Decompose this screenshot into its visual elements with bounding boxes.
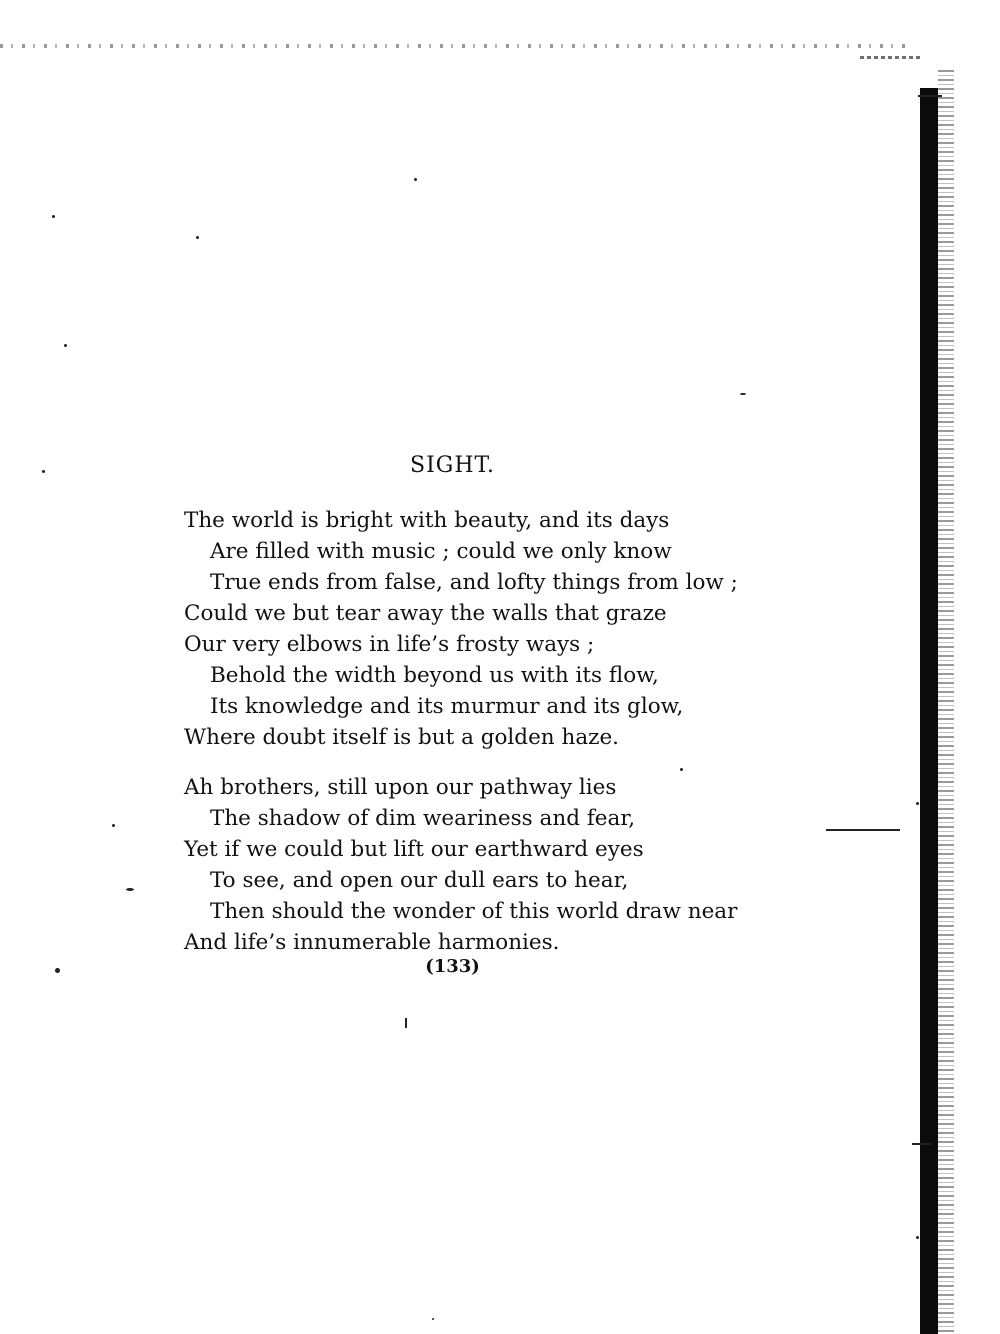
poem-line: Behold the width beyond us with its flow, [210,663,659,688]
scan-speck [740,393,746,395]
scan-speck [126,888,134,891]
poem-line: The shadow of dim weariness and fear, [210,806,636,831]
poem-line: And life’s innumerable harmonies. [184,930,560,955]
poem-line: Our very elbows in life’s frosty ways ; [184,632,595,657]
binding-edge-mark [918,95,942,97]
poem-title: SIGHT. [410,453,495,478]
binding-edge [920,88,938,1334]
scan-speck [916,1236,919,1239]
scan-speck [196,236,199,239]
margin-rule [912,1143,932,1145]
poem-line: To see, and open our dull ears to hear, [210,868,629,893]
scan-speck [52,215,55,218]
scan-speck [112,824,115,827]
poem-line: Where doubt itself is but a golden haze. [184,725,620,750]
page-number: (133) [425,956,480,977]
scan-speck [414,178,417,181]
poem-line: Its knowledge and its murmur and its glow, [210,694,684,719]
scan-speck [432,1318,434,1320]
scan-speck [55,968,60,973]
stanza-1 [184,505,738,753]
margin-rule [826,829,900,831]
poem-line: True ends from false, and lofty things from low ; [210,570,738,595]
poem-line: Then should the wonder of this world draw near [210,899,738,924]
page-top-edge [0,44,905,48]
poem-line: Could we but tear away the walls that graze [184,601,667,626]
poem-line: Ah brothers, still upon our pathway lies [184,775,617,800]
scan-speck [916,802,919,805]
scan-speck [680,768,683,771]
poem-line: Are filled with music ; could we only know [210,539,672,564]
scan-speck [64,344,67,347]
poem-line: Yet if we could but lift our earthward eyes [184,837,644,862]
page-top-edge-mark [860,56,920,59]
scan-speck [42,470,45,473]
poem-line: The world is bright with beauty, and its days [184,508,670,533]
stanza-2 [184,772,737,958]
binding-edge-texture [938,70,954,1334]
scan-speck [405,1018,407,1028]
